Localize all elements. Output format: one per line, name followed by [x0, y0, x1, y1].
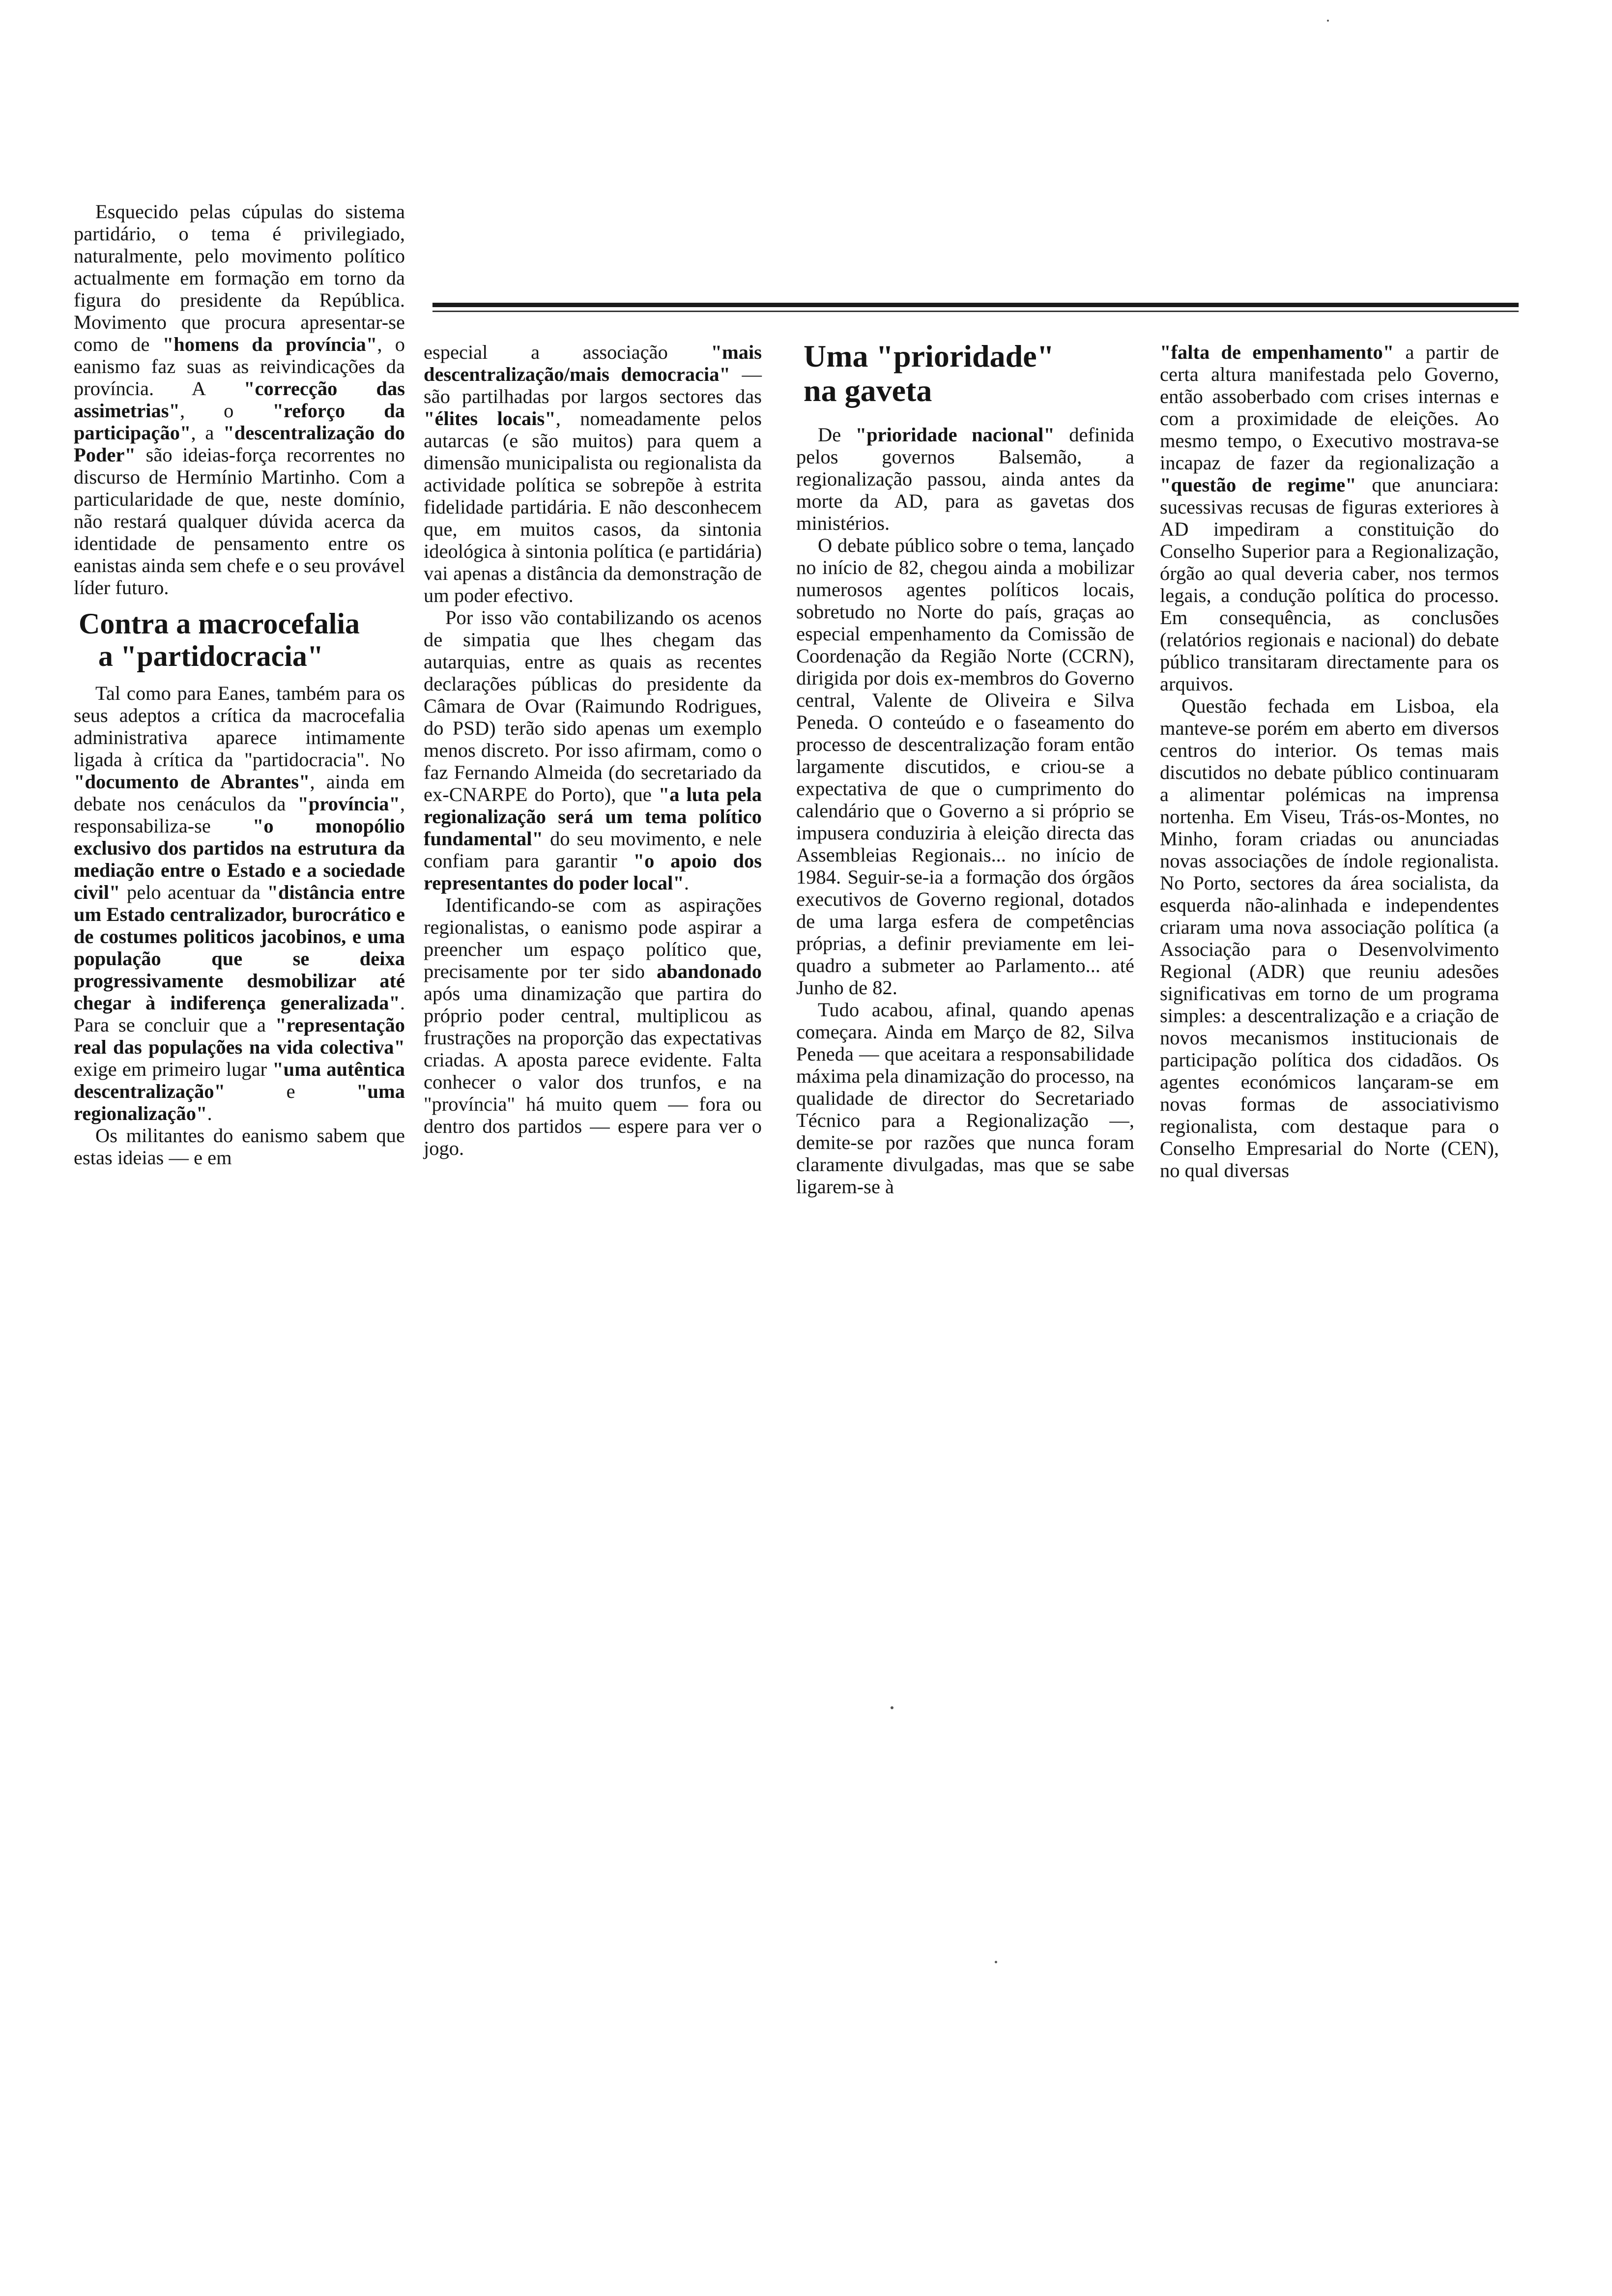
paragraph: "falta de empenhamento" a partir de certa altura manifestada pelo Governo, então assoberbado com crises internas e com a proximidade de eleições. Ao mesmo tempo, o Executivo mostrava-se incapaz de fazer da regionalização a "questão de regime" que anunciara: sucessivas recusas de figuras exteriores à AD impediram a constituição do Conselho Superior para a Regionalização, órgão ao qual deveria caber, nos termos legais, a condução política do processo. Em consequência, as conclusões (relatórios regionais e nacional) do debate público transitaram directamente para os arquivos.: [1160, 341, 1499, 695]
paragraph: O debate público sobre o tema, lançado no início de 82, chegou ainda a mobilizar numerosos agentes políticos locais, sobretudo no Norte do país, graças ao especial empenhamento da Comissão de Coordenação da Região Norte (CCRN), dirigida por dois ex-membros do Governo central, Valente de Oliveira e Silva Peneda. O conteúdo e o faseamento do processo de descentralização foram então largamente discutidos, e criou-se a expectativa de que o cumprimento do calendário que o Governo a si próprio se impusera conduziria à eleição directa das Assembleias Regionais... no início de 1984. Seguir-se-ia a formação dos órgãos executivos de Governo regional, dotados de uma larga esfera de competências próprias, a definir previamente em lei-quadro a submeter ao Parlamento... até Junho de 82.: [796, 534, 1134, 999]
header-rule: [432, 303, 1519, 307]
scan-speck: [891, 1706, 893, 1709]
paragraph: De "prioridade nacional" definida pelos governos Balsemão, a regionalização passou, ainda antes da morte da AD, para as gavetas dos ministérios.: [796, 424, 1134, 534]
scan-speck: [1327, 20, 1329, 22]
section-headline: Uma "prioridade" na gaveta: [804, 339, 1055, 408]
subheading: Contra a macrocefalia a "partidocracia": [79, 607, 360, 672]
article-column-2: [424, 341, 762, 1159]
article-column-1: [74, 201, 405, 1169]
article-column-4: [1160, 341, 1499, 1181]
paragraph: Identificando-se com as aspirações regionalistas, o eanismo pode aspirar a preencher um espaço político que, precisamente por ter sido abandonado após uma dinamização que partira do próprio poder central, multiplicou as frustrações na proporção das expectativas criadas. A aposta parece evidente. Falta conhecer o valor dos trunfos, e na "província" há muito quem — fora ou dentro dos partidos — espere para ver o jogo.: [424, 894, 762, 1159]
paragraph: Esquecido pelas cúpulas do sistema partidário, o tema é privilegiado, naturalmente, pelo movimento político actualmente em formação em torno da figura do presidente da República. Movimento que procura apresentar-se como de "homens da província", o eanismo faz suas as reivindicações da província. A "correcção das assimetrias", o "reforço da participação", a "descentralização do Poder" são ideias-força recorrentes no discurso de Hermínio Martinho. Com a particularidade de que, neste domínio, não restará qualquer dúvida acerca da identidade de pensamento entre os eanistas ainda sem chefe e o seu provável líder futuro.: [74, 201, 405, 599]
scan-speck: [995, 1961, 997, 1963]
paragraph: Tal como para Eanes, também para os seus adeptos a crítica da macrocefalia administrativa aparece intimamente ligada à crítica da "partidocracia". No "documento de Abrantes", ainda em debate nos cenáculos da "província", responsabiliza-se "o monopólio exclusivo dos partidos na estrutura da mediação entre o Estado e a sociedade civil" pelo acentuar da "distância entre um Estado centralizador, burocrático e de costumes politicos jacobinos, e uma população que se deixa progressivamente desmobilizar até chegar à indiferença generalizada". Para se concluir que a "representação real das populações na vida colectiva" exige em primeiro lugar "uma autêntica descentralização" e "uma regionalização".: [74, 682, 405, 1124]
paragraph: Tudo acabou, afinal, quando apenas começara. Ainda em Março de 82, Silva Peneda — que aceitara a responsabilidade máxima pela dinamização do processo, na qualidade de director do Secretariado Técnico para a Regionalização —, demite-se por razões que nunca foram claramente divulgadas, mas que se sabe ligarem-se à: [796, 999, 1134, 1198]
paragraph: Por isso vão contabilizando os acenos de simpatia que lhes chegam das autarquias, entre as quais as recentes declarações públicas do presidente da Câmara de Ovar (Raimundo Rodrigues, do PSD) terão sido apenas um exemplo menos discreto. Por isso afirmam, como o faz Fernando Almeida (do secretariado da ex-CNARPE do Porto), que "a luta pela regionalização será um tema político fundamental" do seu movimento, e nele confiam para garantir "o apoio dos representantes do poder local".: [424, 606, 762, 894]
article-column-3: [796, 424, 1134, 1198]
paragraph: Questão fechada em Lisboa, ela manteve-se porém em aberto em diversos centros do interior. Os temas mais discutidos no debate público continuaram a alimentar polémicas na imprensa nortenha. Em Viseu, Trás-os-Montes, no Minho, foram criadas ou anunciadas novas associações de índole regionalista. No Porto, sectores da área socialista, da esquerda não-alinhada e independentes criaram uma nova associação política (a Associação para o Desenvolvimento Regional (ADR) que reuniu adesões significativas em torno de um programa simples: a descentralização e a criação de novos mecanismos institucionais de participação política dos cidadãos. Os agentes económicos lançaram-se em novas formas de associativismo regionalista, com destaque para o Conselho Empresarial do Norte (CEN), no qual diversas: [1160, 695, 1499, 1181]
header-rule-thin: [432, 311, 1519, 312]
paragraph: Os militantes do eanismo sabem que estas ideias — e em: [74, 1124, 405, 1169]
paragraph: especial a associação "mais descentralização/mais democracia" — são partilhadas por largos sectores das "élites locais", nomeadamente pelos autarcas (e são muitos) para quem a dimensão municipalista ou regionalista da actividade política se sobrepõe à estrita fidelidade partidária. E não desconhecem que, em muitos casos, da sintonia ideológica à sintonia política (e partidária) vai apenas a distância da demonstração de um poder efectivo.: [424, 341, 762, 606]
